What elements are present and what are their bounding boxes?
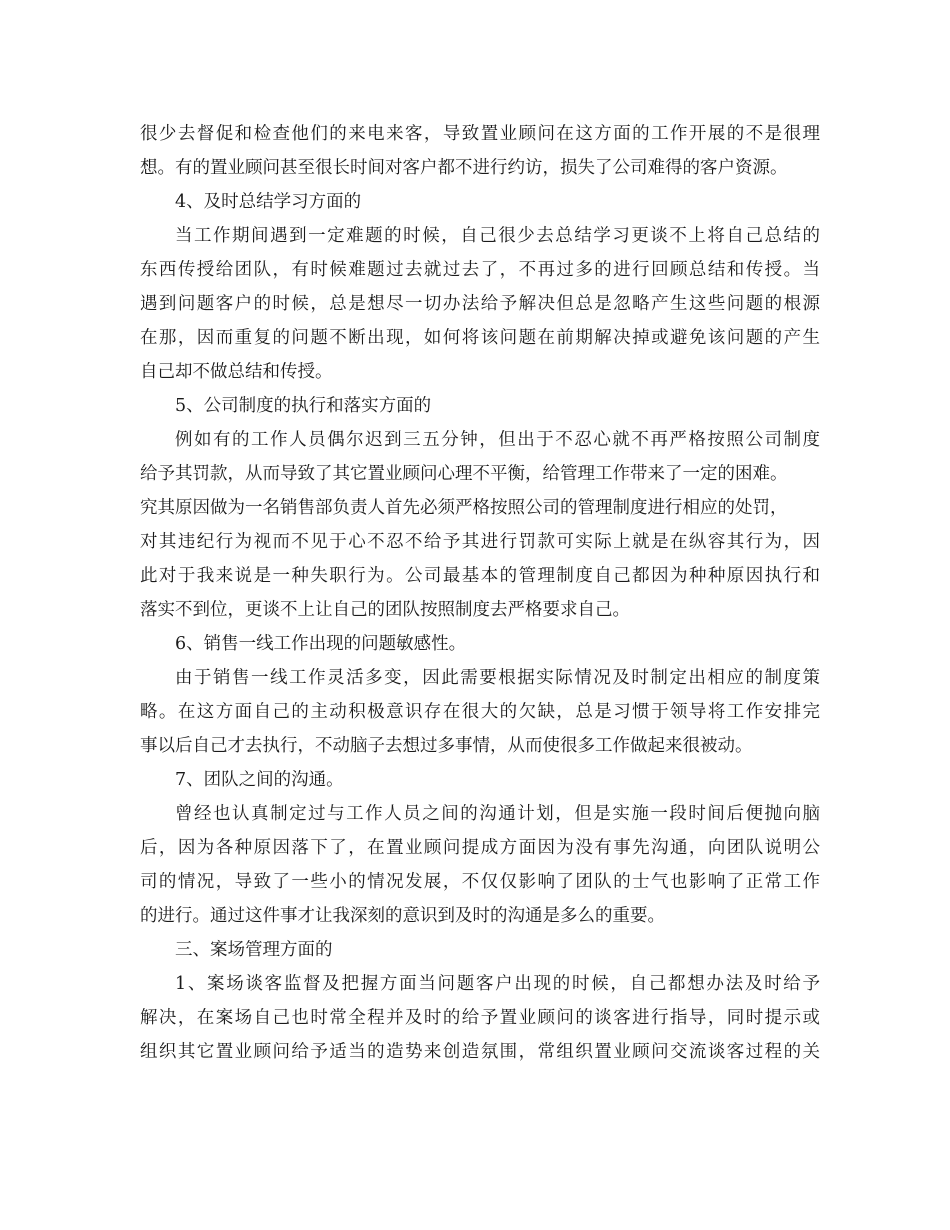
paragraph-line: 想。有的置业顾问甚至很长时间对客户都不进行约访，损失了公司难得的客户资源。: [140, 158, 788, 178]
section-heading: 5、公司制度的执行和落实方面的: [175, 396, 432, 416]
paragraph-line: 由于销售一线工作灵活多变，因此需要根据实际情况及时制定出相应的制度策: [175, 668, 820, 688]
paragraph-line: 给予其罚款，从而导致了其它置业顾问心理不平衡，给管理工作带来了一定的困难。: [140, 464, 788, 484]
paragraph-line: 遇到问题客户的时候，总是想尽一切办法给予解决但总是忽略产生这些问题的根源: [140, 294, 820, 314]
paragraph-line: 例如有的工作人员偶尔迟到三五分钟，但出于不忍心就不再严格按照公司制度: [175, 430, 820, 450]
paragraph-line: 后，因为各种原因落下了，在置业顾问提成方面因为没有事先沟通，向团队说明公: [140, 838, 820, 858]
section-heading: 6、销售一线工作出现的问题敏感性。: [175, 634, 467, 654]
paragraph-line: 1、案场谈客监督及把握方面当问题客户出现的时候，自己都想办法及时给予: [175, 974, 820, 994]
section-heading: 7、团队之间的沟通。: [175, 770, 344, 790]
paragraph-line: 在那，因而重复的问题不断出现，如何将该问题在前期解决掉或避免该问题的产生: [140, 328, 820, 348]
paragraph-line: 司的情况，导致了一些小的情况发展，不仅仅影响了团队的士气也影响了正常工作: [140, 872, 820, 892]
paragraph-line: 自己却不做总结和传授。: [140, 362, 333, 382]
paragraph-line: 究其原因做为一名销售部负责人首先必须严格按照公司的管理制度进行相应的处罚，: [140, 498, 788, 518]
paragraph-line: 对其违纪行为视而不见于心不忍不给予其进行罚款可实际上就是在纵容其行为，因: [140, 532, 820, 552]
paragraph-line: 略。在这方面自己的主动积极意识存在很大的欠缺，总是习惯于领导将工作安排完: [140, 702, 820, 722]
section-heading: 三、案场管理方面的: [175, 940, 333, 960]
paragraph-line: 落实不到位，更谈不上让自己的团队按照制度去严格要求自己。: [140, 600, 630, 620]
paragraph-line: 组织其它置业顾问给予适当的造势来创造氛围，常组织置业顾问交流谈客过程的关: [140, 1042, 820, 1062]
document-body: [140, 117, 820, 1069]
paragraph-line: 很少去督促和检查他们的来电来客，导致置业顾问在这方面的工作开展的不是很理: [140, 124, 820, 144]
paragraph-line: 此对于我来说是一种失职行为。公司最基本的管理制度自己都因为种种原因执行和: [140, 566, 820, 586]
paragraph-line: 当工作期间遇到一定难题的时候，自己很少去总结学习更谈不上将自己总结的: [175, 226, 820, 246]
paragraph-line: 事以后自己才去执行，不动脑子去想过多事情，从而使很多工作做起来很被动。: [140, 736, 753, 756]
paragraph-line: 曾经也认真制定过与工作人员之间的沟通计划，但是实施一段时间后便抛向脑: [175, 804, 820, 824]
paragraph-line: 的进行。通过这件事才让我深刻的意识到及时的沟通是多么的重要。: [140, 906, 665, 926]
paragraph-line: 东西传授给团队，有时候难题过去就过去了，不再过多的进行回顾总结和传授。当: [140, 260, 820, 280]
section-heading: 4、及时总结学习方面的: [175, 192, 362, 212]
paragraph-line: 解决，在案场自己也时常全程并及时的给予置业顾问的谈客进行指导，同时提示或: [140, 1008, 820, 1028]
